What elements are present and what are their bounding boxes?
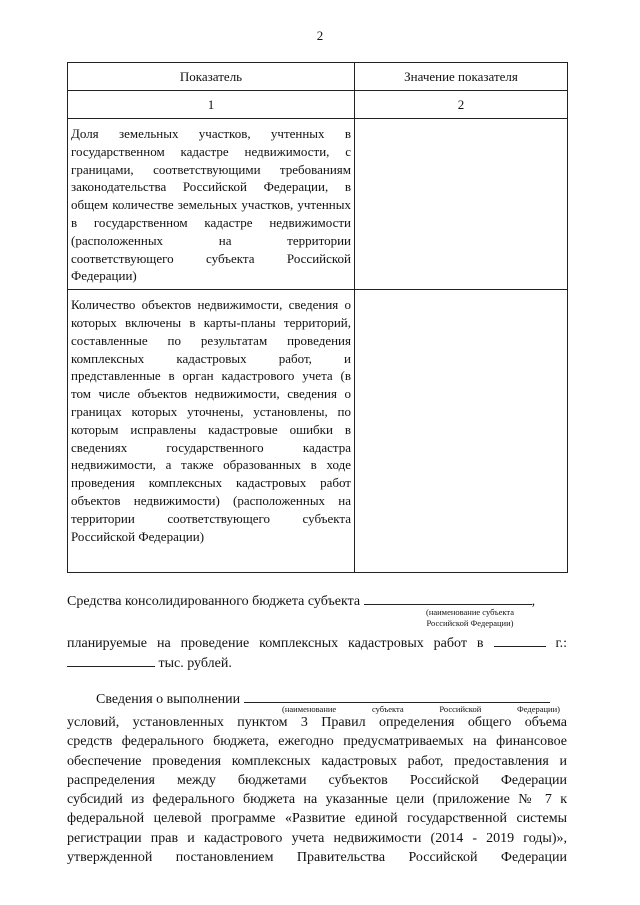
- subject-name-blank: [364, 590, 532, 605]
- column-number-row: [68, 91, 568, 119]
- subject-caption: [380, 607, 560, 629]
- compliance-lead-text: Сведения о выполнении: [96, 692, 241, 707]
- subject-caption-line-2: Российской Федерации): [426, 618, 514, 628]
- compliance-caption-word: (наименование: [282, 704, 337, 714]
- budget-line-2: [67, 632, 567, 652]
- column-number-2: 2: [355, 91, 568, 119]
- table-row: [68, 119, 568, 290]
- budget-line-3: [67, 652, 567, 672]
- column-number-1: 1: [68, 91, 355, 119]
- compliance-caption-word: Федерации): [517, 704, 560, 714]
- compliance-subject-blank: [244, 688, 550, 703]
- indicator-cell: Количество объектов недвижимости, сведения о которых включены в карты-планы территорий, составленные по результатам проведения комплексных кадастровых работ, и представленные в орган кадастрового учета (в том числе объектов недвижимости, сведения о границах которых уточнены, установлены, по которым исправлены кадастровые ошибки в сведениях государственного кадастра недвижимости, а также образованных в ходе проведения комплексных кадастровых работ объектов недвижимости) (расположенных на территории соответствующего субъекта Российской Федерации): [68, 290, 355, 573]
- header-indicator: Показатель: [68, 63, 355, 91]
- paragraph-line: распределения между бюджетами субъектов Российской Федерации: [67, 772, 567, 788]
- paragraph-line: субсидий из федерального бюджета на указанные цели (приложение № 7 к: [67, 792, 567, 808]
- budget-year-suffix: г.:: [555, 636, 568, 651]
- subject-caption-line-1: (наименование субъекта: [425, 607, 514, 617]
- year-blank: [494, 632, 546, 647]
- table-row: [68, 290, 568, 573]
- paragraph-line: утвержденной постановлением Правительства Российской Федерации: [67, 850, 567, 866]
- budget-line-1-text: Средства консолидированного бюджета субъекта: [67, 594, 361, 609]
- budget-line-2-text: планируемые на проведение комплексных кадастровых работ в: [67, 636, 484, 651]
- compliance-caption-word: Российской: [439, 704, 482, 714]
- header-value: Значение показателя: [355, 63, 568, 91]
- paragraph-line: регистрации прав и кадастрового учета недвижимости (2014 - 2019 годы)»,: [67, 830, 567, 846]
- indicators-table: [67, 62, 568, 573]
- paragraph-line: средств федерального бюджета, ежегодно предусматриваемых на финансовое: [67, 734, 567, 750]
- indicator-cell: Доля земельных участков, учтенных в государственном кадастре недвижимости, с границами, соответствующими требованиям законодательства Российской Федерации, в общем количестве земельных участков, учтенных в государственном кадастре недвижимости (расположенных на территории соответствующего субъекта Российской Федерации): [68, 119, 355, 290]
- compliance-caption-word: субъекта: [371, 704, 404, 714]
- paragraph-line: условий, установленных пунктом 3 Правил определения общего объема: [67, 715, 567, 730]
- paragraph-line: федеральной целевой программе «Развитие единой государственной системы: [67, 811, 567, 827]
- amount-blank: [67, 652, 155, 667]
- paragraph-line: обеспечение проведения комплексных кадастровых работ, предоставления и: [67, 753, 567, 769]
- budget-comma: ,: [531, 594, 536, 609]
- budget-line-3-text: тыс. рублей.: [158, 656, 232, 671]
- table-header-row: [68, 63, 568, 91]
- value-cell: [355, 290, 568, 573]
- compliance-paragraph: [67, 713, 567, 867]
- page-number: 2: [316, 28, 324, 43]
- value-cell: [355, 119, 568, 290]
